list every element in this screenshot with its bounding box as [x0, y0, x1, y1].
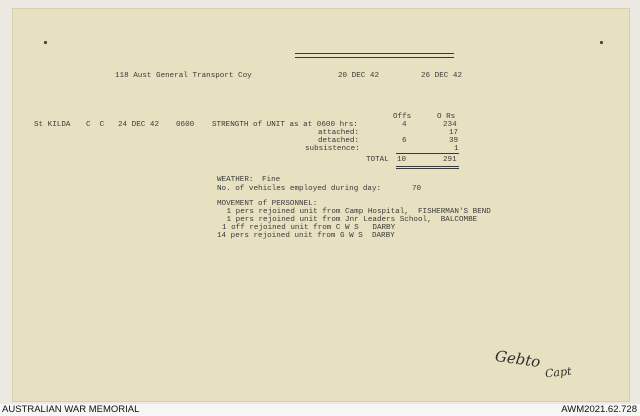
footer-institution: AUSTRALIAN WAR MEMORIAL [2, 404, 140, 415]
movement-line: 14 pers rejoined unit from G W S DARBY [217, 232, 395, 240]
code-flags: C C [86, 121, 105, 129]
col-header-offrs: Offs [393, 113, 412, 121]
total-rule [396, 153, 459, 154]
place: St KILDA [34, 121, 71, 129]
movement-line: 1 pers rejoined unit from Camp Hospital, FISHERMAN'S BEND [222, 208, 491, 216]
movement-title: MOVEMENT of PERSONNEL: [217, 200, 318, 208]
subsistence-ors: 1 [454, 145, 459, 153]
attached-ors: 17 [449, 129, 459, 137]
corner-mark-right [600, 41, 603, 44]
date-from: 20 DEC 42 [338, 72, 380, 80]
attached-label: attached: [318, 129, 360, 137]
movement-line: 1 off rejoined unit from C W S DARBY [222, 224, 396, 232]
corner-mark-left [44, 41, 47, 44]
signature-rank: Capt [544, 364, 573, 381]
total-double-rule [396, 166, 459, 167]
weather-value: Fine [262, 176, 281, 184]
total-double-rule-2 [396, 168, 459, 169]
total-ors: 291 [443, 156, 457, 164]
top-double-rule [295, 53, 454, 54]
strength-ors: 234 [443, 121, 457, 129]
col-header-ors: O Rs [437, 113, 456, 121]
detached-ors: 39 [449, 137, 459, 145]
date-to: 26 DEC 42 [421, 72, 463, 80]
footer-accession: AWM2021.62.728 [561, 404, 637, 415]
signature: Gebto [493, 346, 542, 372]
top-double-rule-2 [295, 57, 454, 58]
total-offrs: 10 [397, 156, 407, 164]
vehicles-label: No. of vehicles employed during day: [217, 185, 382, 193]
document-sheet [12, 8, 630, 402]
strength-offrs: 4 [402, 121, 407, 129]
detached-offrs: 6 [402, 137, 407, 145]
entry-time: 0600 [176, 121, 195, 129]
subsistence-label: subsistence: [305, 145, 360, 153]
entry-date: 24 DEC 42 [118, 121, 160, 129]
total-label: TOTAL [366, 156, 389, 164]
strength-title: STRENGTH of UNIT as at 0600 hrs: [212, 121, 358, 129]
weather-label: WEATHER: [217, 176, 254, 184]
detached-label: detached: [318, 137, 360, 145]
unit-name: 118 Aust General Transport Coy [115, 72, 252, 80]
movement-line: 1 pers rejoined unit from Jnr Leaders School, BALCOMBE [222, 216, 478, 224]
vehicles-value: 70 [412, 185, 422, 193]
